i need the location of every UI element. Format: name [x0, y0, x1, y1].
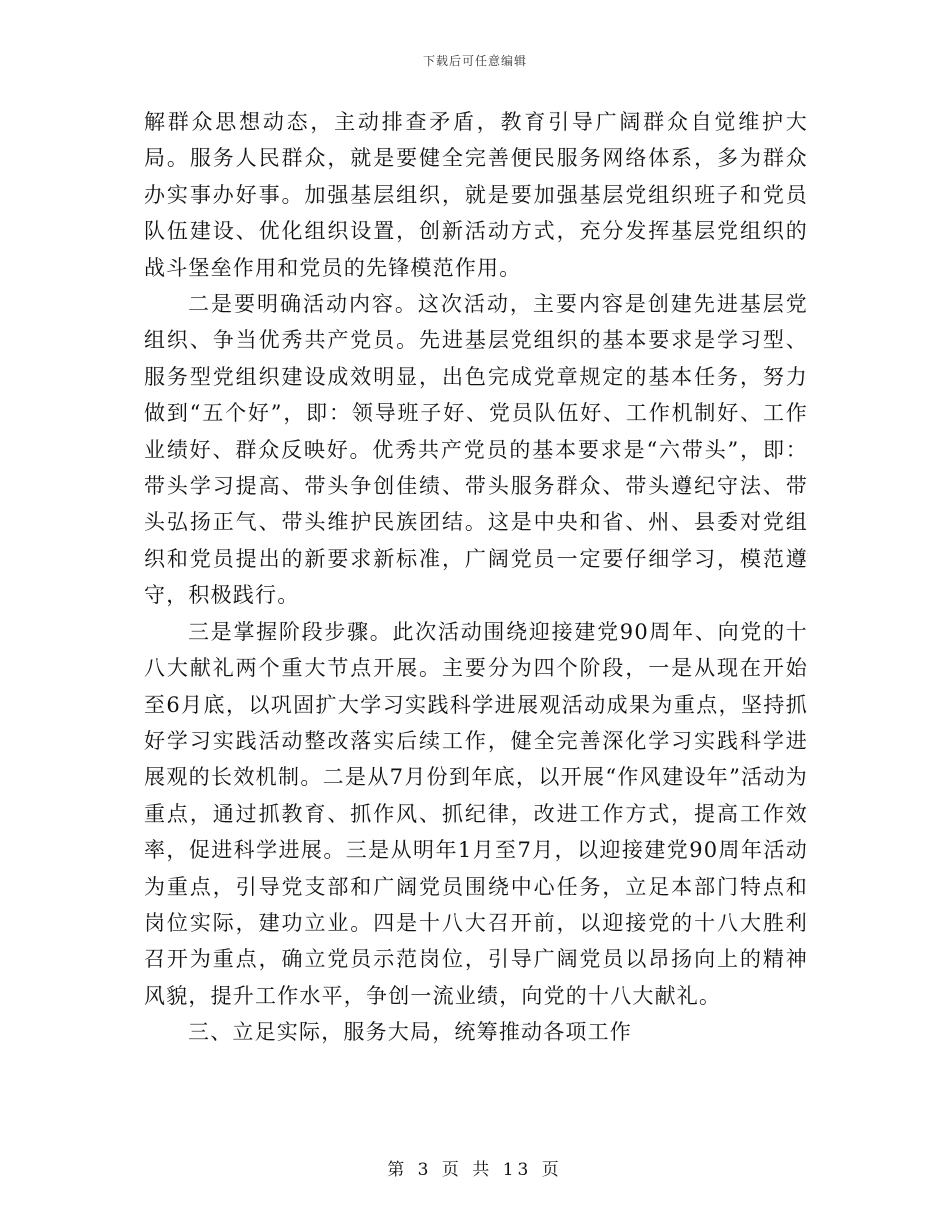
page-number: 第 3 页 共 13 页	[387, 1160, 563, 1180]
paragraph-continuation: 解群众思想动态，主动排查矛盾，教育引导广阔群众自觉维护大局。服务人民群众，就是要健全完善便民服务网络体系，多为群众办实事办好事。加强基层组织，就是要加强基层党组织班子和党员队伍建设、优化组织设置，创新活动方式，充分发挥基层党组织的战斗堡垒作用和党员的先锋模范作用。	[144, 110, 808, 280]
paragraph-activity-content: 二是要明确活动内容。这次活动，主要内容是创建先进基层党组织、争当优秀共产党员。先进基层党组织的基本要求是学习型、服务型党组织建设成效明显，出色完成党章规定的基本任务，努力做到“五个好”，即：领导班子好、党员队伍好、工作机制好、工作业绩好、群众反映好。优秀共产党员的基本要求是“六带头”，即：带头学习提高、带头争创佳绩、带头服务群众、带头遵纪守法、带头弘扬正气、带头维护民族团结。这是中央和省、州、县委对党组织和党员提出的新要求新标准，广阔党员一定要仔细学习，模范遵守，积极践行。	[144, 292, 808, 608]
page-header: 下载后可任意编辑	[422, 54, 527, 68]
paragraph-stages: 三是掌握阶段步骤。此次活动围绕迎接建党90周年、向党的十八大献礼两个重大节点开展。主要分为四个阶段，一是从现在开始至6月底，以巩固扩大学习实践科学进展观活动成果为重点，坚持抓好学习实践活动整改落实后续工作，健全完善深化学习实践科学进展观的长效机制。二是从7月份到年底，以开展“作风建设年”活动为重点，通过抓教育、抓作风、抓纪律，改进工作方式，提高工作效率，促进科学进展。三是从明年1月至7月，以迎接建党90周年活动为重点，引导党支部和广阔党员围绕中心任务，立足本部门特点和岗位实际，建功立业。四是十八大召开前，以迎接党的十八大胜利召开为重点，确立党员示范岗位，引导广阔党员以昂扬向上的精神风貌，提升工作水平，争创一流业绩，向党的十八大献礼。	[144, 619, 808, 1008]
document-body	[144, 104, 808, 1051]
section-heading: 三、立足实际，服务大局，统筹推动各项工作	[188, 1020, 632, 1045]
